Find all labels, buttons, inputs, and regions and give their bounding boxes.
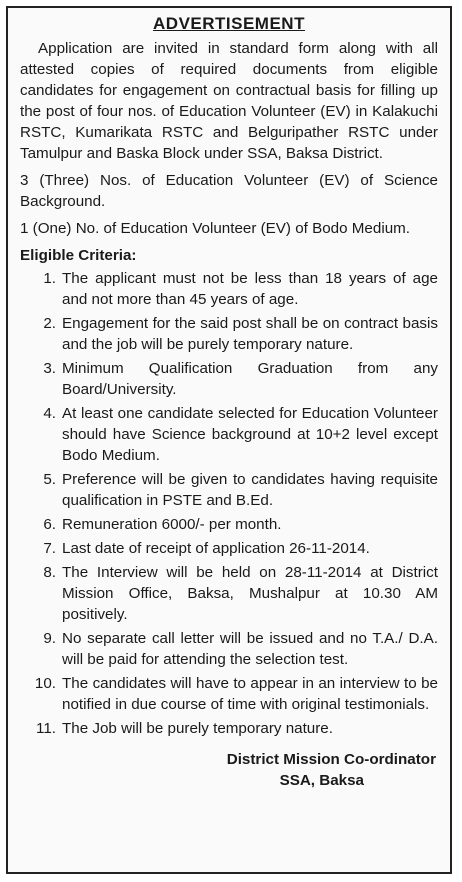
criteria-item [20,313,438,355]
criteria-item [20,673,438,715]
criteria-number: 6. [43,516,56,533]
signatory-title: District Mission Co-ordinator [226,751,436,768]
criteria-number: 7. [43,540,56,557]
criteria-text: The candidates will have to appear in an interview to be notified in due course of time with original testimonials. [62,675,438,713]
criteria-number: 10. [34,675,56,692]
intro-paragraph: Application are invited in standard form along with all attested copies of required documents from eligible candidates for engagement on contractual basis for filling up the post of four nos. of Education Volunteer (EV) in Kalakuchi RSTC, Kumarikata RSTC and Belguripather RSTC under Tamulpur and Baska Block under SSA, Baksa District. [20,40,438,162]
criteria-text: Engagement for the said post shall be on contract basis and the job will be purely temporary nature. [62,315,438,353]
criteria-heading: Eligible Criteria: [20,247,137,264]
criteria-text: No separate call letter will be issued and no T.A./ D.A. will be paid for attending the selection test. [62,630,438,668]
criteria-number: 9. [43,630,56,647]
signature-block [20,749,438,791]
criteria-text: Preference will be given to candidates having requisite qualification in PSTE and B.Ed. [62,471,438,509]
criteria-item [20,514,438,535]
criteria-item [20,628,438,670]
title-text: ADVERTISEMENT [153,14,305,33]
criteria-number: 8. [43,564,56,581]
advertisement-notice [6,6,452,874]
criteria-item [20,718,438,739]
criteria-item [20,358,438,400]
criteria-number: 4. [43,405,56,422]
criteria-item [20,538,438,559]
criteria-text: Last date of receipt of application 26-11-2014. [62,540,370,557]
criteria-list [20,268,438,739]
criteria-text: At least one candidate selected for Education Volunteer should have Science background at 10+2 level except Bodo Medium. [62,405,438,464]
criteria-text: The Interview will be held on 28-11-2014 at District Mission Office, Baksa, Mushalpur at 10.30 AM positively. [62,564,438,623]
post-bodo: 1 (One) No. of Education Volunteer (EV) of Bodo Medium. [20,220,411,237]
signatory-office: SSA, Baksa [279,772,364,789]
criteria-number: 11. [36,720,56,737]
criteria-number: 5. [43,471,56,488]
criteria-number: 3. [43,360,56,377]
post-science: 3 (Three) Nos. of Education Volunteer (EV) of Science Background. [20,172,438,210]
criteria-number: 2. [43,315,56,332]
criteria-item [20,562,438,625]
criteria-item [20,469,438,511]
criteria-item [20,268,438,310]
criteria-number: 1. [43,270,56,287]
criteria-text: Remuneration 6000/- per month. [62,516,282,533]
criteria-text: Minimum Qualification Graduation from any Board/University. [62,360,438,398]
criteria-item [20,403,438,466]
criteria-text: The Job will be purely temporary nature. [62,720,333,737]
advertisement-title [20,14,438,34]
criteria-text: The applicant must not be less than 18 years of age and not more than 45 years of age. [62,270,438,308]
